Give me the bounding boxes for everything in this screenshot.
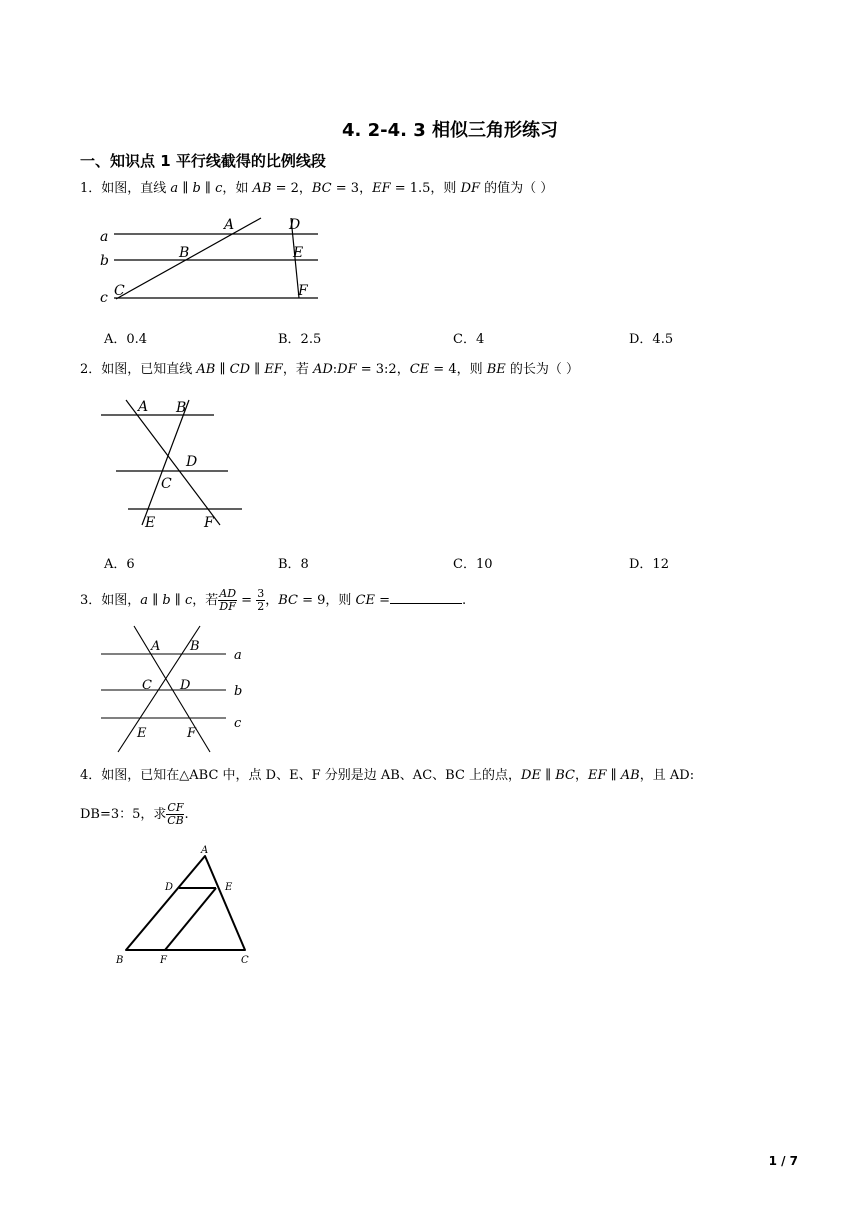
q3-math: BC [278, 593, 298, 608]
q1-math: b [192, 181, 201, 196]
q1-math: EF [372, 181, 391, 196]
q3-symbol: ∥ [148, 593, 163, 608]
section-heading: 一、知识点 1 平行线截得的比例线段 [80, 152, 326, 170]
q1-text: = 3， [331, 181, 373, 196]
q3-text: = 9，则 [297, 593, 356, 608]
label-B: B [179, 245, 190, 261]
label-F: F [187, 726, 197, 741]
q3-figure [96, 622, 256, 757]
q1-text: = 2， [271, 181, 312, 196]
label-F: F [160, 955, 167, 966]
label-C: C [161, 476, 172, 492]
q4-math: EF [588, 768, 607, 783]
q2-math: CE [409, 362, 430, 377]
question-4-line-2 [80, 802, 189, 828]
q1-option-b[interactable]: B．2.5 [278, 332, 322, 347]
label-D: D [289, 217, 301, 233]
label-B: B [116, 955, 124, 966]
q3-math: b [162, 593, 171, 608]
label-E: E [145, 515, 156, 531]
q4-text: ，且 AD: [639, 768, 695, 783]
q3-math: a [140, 593, 149, 608]
q2-math: BE [486, 362, 506, 377]
q2-number: 2． [80, 362, 102, 377]
q4-frac-num: CF [167, 801, 184, 814]
label-A: A [201, 845, 209, 856]
q1-text: 的值为（ ） [480, 181, 554, 196]
q4-fraction-cf-cb [166, 802, 184, 827]
label-c: c [234, 716, 242, 731]
q1-math: AB [252, 181, 272, 196]
q4-math: AB [620, 768, 640, 783]
q3-fraction-ad-df [218, 588, 237, 613]
q3-frac-num: 3 [257, 587, 265, 600]
question-3 [80, 588, 466, 614]
q3-number: 3． [80, 593, 102, 608]
q2-text: 如图，已知直线 [101, 362, 197, 377]
q1-math: BC [311, 181, 332, 196]
q3-frac-den: DF [219, 600, 236, 613]
transversal-af [126, 400, 220, 525]
label-E: E [293, 245, 304, 261]
label-c: c [100, 290, 108, 306]
label-a: a [234, 648, 242, 663]
answer-blank[interactable] [390, 591, 462, 604]
q2-text: : [332, 362, 338, 377]
question-2 [80, 360, 579, 380]
q1-symbol: ∥ [178, 181, 193, 196]
q1-text: = 1.5，则 [390, 181, 461, 196]
q4-text: 如图，已知在△ABC 中，点 D、E、F 分别是边 AB、AC、BC 上的点， [101, 768, 522, 783]
transversal-be [142, 400, 189, 525]
triangle-abc [126, 856, 245, 950]
q3-equals: = [237, 593, 257, 608]
label-a: a [100, 229, 109, 245]
question-1 [80, 179, 553, 199]
label-C: C [241, 955, 249, 966]
q3-math: c [184, 593, 193, 608]
label-D: D [165, 882, 174, 893]
q4-symbol: ∥ [540, 768, 556, 783]
q3-text: . [461, 593, 467, 608]
q2-text: 的长为（ ） [505, 362, 580, 377]
q3-text: 如图， [101, 593, 141, 608]
q2-math: EF [264, 362, 283, 377]
q4-text: ， [574, 768, 588, 783]
q2-option-a[interactable]: A．6 [104, 557, 135, 572]
q1-symbol: ∥ [200, 181, 216, 196]
q2-option-d[interactable]: D．12 [629, 557, 669, 572]
q1-number: 1． [80, 181, 102, 196]
label-b: b [234, 684, 243, 699]
q2-option-c[interactable]: C．10 [453, 557, 493, 572]
q2-option-b[interactable]: B．8 [278, 557, 309, 572]
q3-symbol: ∥ [170, 593, 185, 608]
q4-math: BC [555, 768, 575, 783]
q4-math: DE [521, 768, 541, 783]
q2-math: CD [229, 362, 251, 377]
q3-text: ， [265, 593, 279, 608]
q2-figure [96, 395, 256, 535]
q4-number: 4． [80, 768, 102, 783]
q3-text: ，若 [192, 593, 219, 608]
q4-text: . [184, 807, 189, 822]
q1-text: ，如 [222, 181, 253, 196]
q2-text: = 3:2， [356, 362, 410, 377]
label-A: A [151, 639, 161, 654]
q4-frac-den: CB [167, 814, 184, 827]
q1-math: c [215, 181, 223, 196]
q3-text: = [374, 593, 390, 608]
q1-math: a [170, 181, 179, 196]
q2-math: DF [337, 362, 357, 377]
q4-figure [112, 842, 262, 970]
q4-symbol: ∥ [606, 768, 621, 783]
q2-math: AB [196, 362, 216, 377]
q2-symbol: ∥ [250, 362, 265, 377]
label-E: E [225, 882, 233, 893]
label-E: E [137, 726, 147, 741]
page-number: 1 / 7 [768, 1154, 798, 1168]
q3-frac-num: AD [219, 587, 237, 600]
q2-symbol: ∥ [215, 362, 230, 377]
label-D: D [186, 454, 198, 470]
label-F: F [298, 283, 308, 299]
label-b: b [100, 253, 109, 269]
page-title: 4. 2-4. 3 相似三角形练习 [341, 120, 559, 141]
label-C: C [142, 678, 152, 693]
q2-text: ，若 [282, 362, 313, 377]
q1-figure [96, 212, 326, 307]
label-B: B [176, 400, 187, 416]
q1-option-c[interactable]: C．4 [453, 332, 485, 347]
q1-math: DF [460, 181, 481, 196]
question-4 [80, 766, 694, 786]
q2-math: AD [312, 362, 333, 377]
q1-text: 如图，直线 [101, 181, 171, 196]
label-D: D [180, 678, 191, 693]
q1-option-d[interactable]: D．4.5 [629, 332, 674, 347]
label-A: A [224, 217, 235, 233]
q4-text: DB=3：5，求 [80, 807, 167, 822]
q2-text: = 4，则 [429, 362, 487, 377]
q3-frac-den: 2 [257, 600, 265, 613]
label-B: B [190, 639, 200, 654]
label-F: F [204, 515, 214, 531]
segment-ef [165, 888, 216, 950]
q3-math: CE [355, 593, 375, 608]
q3-fraction-3-2 [256, 588, 265, 613]
q1-option-a[interactable]: A．0.4 [104, 332, 148, 347]
label-A: A [138, 399, 149, 415]
label-C: C [114, 283, 125, 299]
